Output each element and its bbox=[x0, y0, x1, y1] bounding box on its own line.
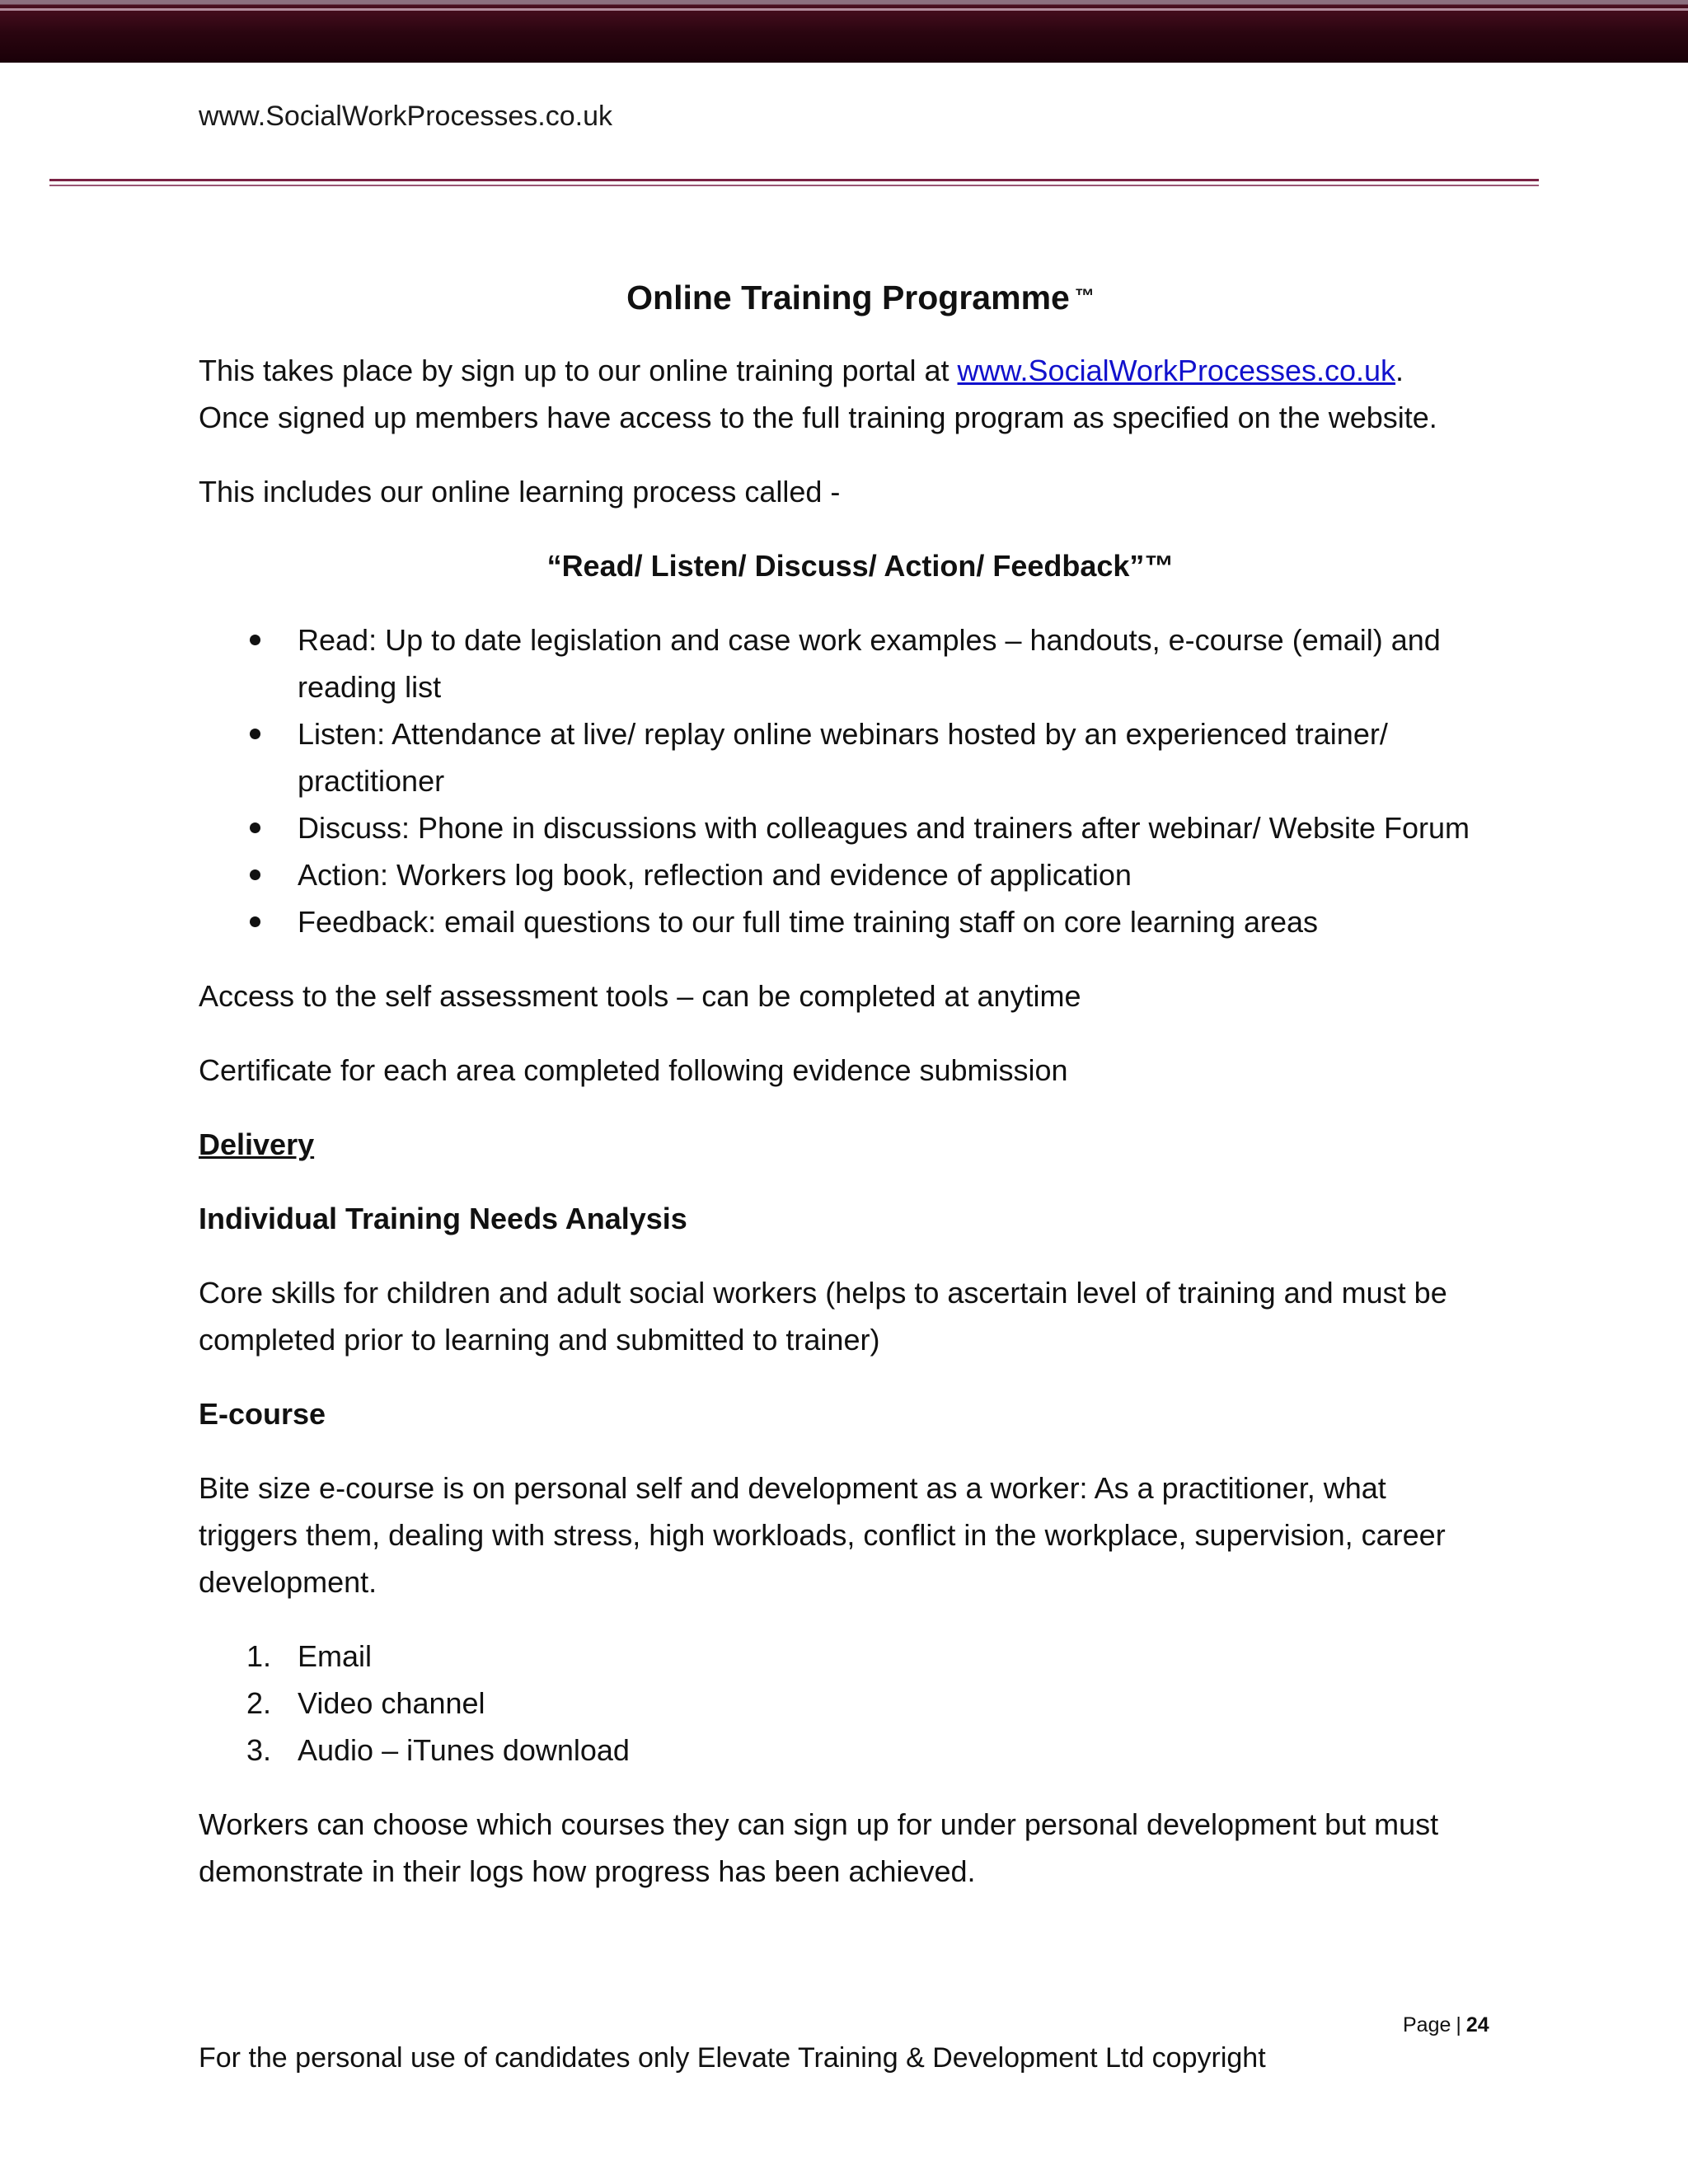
bullet-item-action bbox=[199, 851, 1493, 898]
list-item bbox=[199, 1727, 1493, 1774]
bullet-icon bbox=[250, 869, 260, 880]
ecourse-numbered-list bbox=[199, 1633, 1493, 1774]
access-text: Access to the self assessment tools – can be completed at anytime bbox=[199, 979, 1081, 1013]
intro-suffix: . bbox=[1395, 354, 1404, 387]
list-item bbox=[199, 1633, 1493, 1680]
bullet-item-feedback bbox=[199, 898, 1493, 945]
bullet-icon bbox=[250, 916, 260, 927]
delivery-heading: Delivery bbox=[199, 1127, 315, 1161]
list-item-label: Email bbox=[298, 1639, 373, 1673]
list-item bbox=[199, 1680, 1493, 1727]
certificate-text: Certificate for each area completed following evidence submission bbox=[199, 1053, 1068, 1087]
page-number bbox=[1403, 2013, 1489, 2037]
trademark-mark: ™ bbox=[1074, 285, 1095, 307]
bullet-item-listen bbox=[199, 710, 1493, 804]
bullet-text: Feedback: email questions to our full time training staff on core learning areas bbox=[298, 905, 1319, 939]
page-label: Page bbox=[1403, 2013, 1451, 2036]
footer-copyright: For the personal use of candidates only Elevate Training & Development Ltd copyright bbox=[199, 2042, 1266, 2074]
process-bullet-list bbox=[199, 616, 1493, 945]
list-item-number: 3. bbox=[246, 1733, 272, 1767]
intro-line-2: Once signed up members have access to the full training program as specified on the website. bbox=[199, 401, 1437, 434]
ecourse-text: Bite size e-course is on personal self and development as a worker: As a practitioner, what triggers them, dealing with stress, high workloads, conflict in the workplace, supervision, career development. bbox=[199, 1471, 1446, 1599]
closing-text: Workers can choose which courses they can sign up for under personal development but must demonstrate in their logs how progress has been achieved. bbox=[199, 1807, 1439, 1888]
bullet-item-read bbox=[199, 616, 1493, 710]
list-item-label: Audio – iTunes download bbox=[298, 1733, 630, 1767]
website-link[interactable]: www.SocialWorkProcesses.co.uk bbox=[957, 354, 1396, 387]
header-divider-line-top bbox=[49, 179, 1539, 181]
header-divider bbox=[49, 179, 1539, 187]
intro-prefix: This takes place by sign up to our online training portal at bbox=[199, 354, 958, 387]
page-content bbox=[199, 264, 1493, 1922]
list-item-number: 1. bbox=[246, 1639, 272, 1673]
header-banner bbox=[0, 0, 1688, 63]
intro-paragraph bbox=[199, 347, 1493, 441]
bullet-text: Discuss: Phone in discussions with colleagues and trainers after webinar/ Website Forum bbox=[298, 811, 1470, 845]
header-divider-line-bottom bbox=[49, 185, 1539, 186]
page-separator: | bbox=[1456, 2013, 1461, 2036]
includes-text: This includes our online learning process called - bbox=[199, 475, 841, 509]
page-title-text: Online Training Programme bbox=[626, 279, 1070, 316]
list-item-number: 2. bbox=[246, 1686, 272, 1720]
bullet-text: Listen: Attendance at live/ replay online webinars hosted by an experienced trainer/ practitioner bbox=[298, 717, 1388, 798]
bullet-icon bbox=[250, 729, 260, 739]
ecourse-heading: E-course bbox=[199, 1397, 326, 1431]
bullet-text: Read: Up to date legislation and case work examples – handouts, e-course (email) and reading list bbox=[298, 623, 1441, 704]
page-number-value: 24 bbox=[1465, 2013, 1489, 2036]
process-name: “Read/ Listen/ Discuss/ Action/ Feedback”™ bbox=[546, 549, 1175, 583]
bullet-text: Action: Workers log book, reflection and evidence of application bbox=[298, 858, 1132, 892]
itna-text: Core skills for children and adult social workers (helps to ascertain level of training and must be completed prior to learning and submitted to trainer) bbox=[199, 1276, 1447, 1357]
bullet-icon bbox=[250, 635, 260, 645]
page-title bbox=[199, 264, 1493, 330]
bullet-item-discuss bbox=[199, 804, 1493, 851]
list-item-label: Video channel bbox=[298, 1686, 485, 1720]
header-banner-highlight bbox=[0, 8, 1688, 11]
itna-heading: Individual Training Needs Analysis bbox=[199, 1202, 687, 1235]
bullet-icon bbox=[250, 823, 260, 833]
header-url: www.SocialWorkProcesses.co.uk bbox=[199, 101, 612, 132]
